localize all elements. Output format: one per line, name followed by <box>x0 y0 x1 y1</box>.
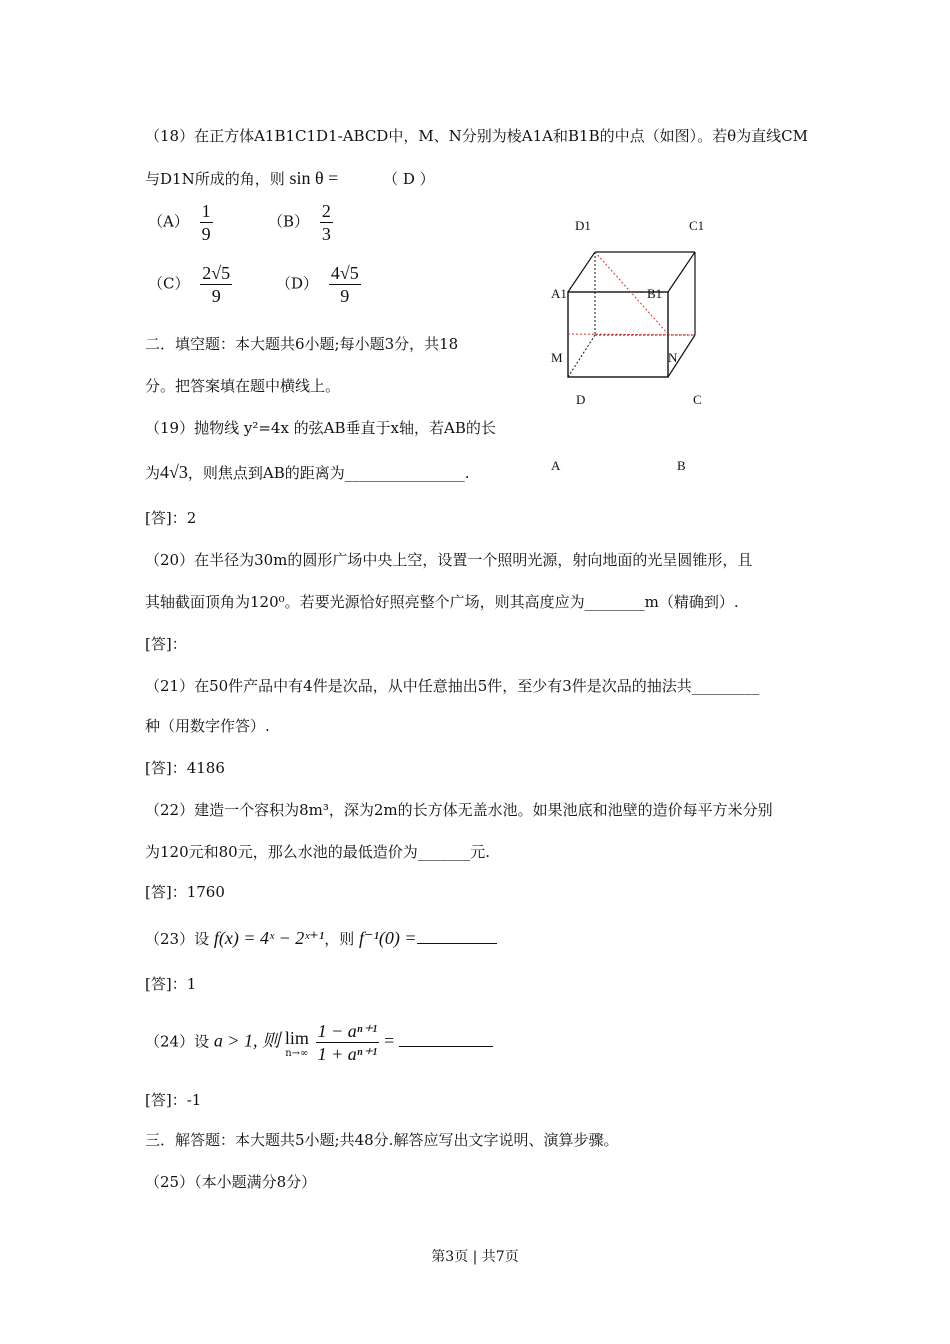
frac-num: 2√5 <box>202 263 231 283</box>
q24-pre: （24）设 <box>145 1032 210 1051</box>
option-label: （B） <box>268 212 310 231</box>
q18-option-c <box>148 262 232 307</box>
label-d1: D1 <box>575 218 591 233</box>
q24-eq: = <box>384 1030 395 1051</box>
label-c: C <box>693 392 702 407</box>
q19-answer: [答]：2 <box>145 509 197 527</box>
frac-den: 9 <box>201 224 211 244</box>
label-b: B <box>677 458 686 473</box>
q20-answer: [答]： <box>145 635 187 653</box>
q23-line <box>145 928 497 949</box>
option-fraction <box>329 262 361 307</box>
q23-pre: （23）设 <box>145 930 210 948</box>
label-n: N <box>668 350 678 365</box>
label-a: A <box>551 458 561 473</box>
section2-line2: 分。把答案填在题中横线上。 <box>145 377 341 395</box>
q24-line <box>145 1020 493 1065</box>
frac-den: 9 <box>211 286 221 306</box>
section3: 三．解答题：本大题共5小题;共48分.解答应写出文字说明、演算步骤。 <box>145 1131 619 1149</box>
q23-blank <box>417 929 497 944</box>
q19-pre: 为 <box>145 464 161 482</box>
q21-line2: 种（用数字作答）. <box>145 717 270 735</box>
q18-line1: （18）在正方体A1B1C1D1-ABCD中，M、N分别为棱A1A和B1B的中点（如图）。若θ为直线CM <box>145 127 808 145</box>
option-label: （C） <box>148 274 190 293</box>
page-footer: 第3页 | 共7页 <box>431 1249 519 1265</box>
q18-expr: sin θ = <box>289 168 339 188</box>
q19-line2 <box>145 462 470 483</box>
q24-lim <box>285 1027 309 1059</box>
q23-expr: f(x) = 4ˣ − 2ˣ⁺¹ <box>213 928 325 948</box>
frac-num: 4√5 <box>330 263 359 283</box>
q22-answer: [答]：1760 <box>145 883 225 901</box>
frac-num: 1 − aⁿ⁺¹ <box>317 1021 378 1041</box>
option-label: （A） <box>148 212 189 231</box>
q21-line1: （21）在50件产品中有4件是次品，从中任意抽出5件，至少有3件是次品的抽法共_________ <box>145 677 760 695</box>
q23-mid: ，则 <box>324 930 355 948</box>
q18-text: 与D1N所成的角，则 <box>145 170 285 188</box>
label-c1: C1 <box>689 218 705 233</box>
section2-line1: 二．填空题：本大题共6小题;每小题3分，共18 <box>145 335 459 353</box>
q18-option-b <box>268 200 333 245</box>
q20-line2: 其轴截面顶角为120⁰。若要光源恰好照亮整个广场，则其高度应为________m（精确到）. <box>145 593 739 611</box>
q24-blank <box>399 1032 493 1047</box>
q22-line1: （22）建造一个容积为8m³，深为2m的长方体无盖水池。如果池底和池壁的造价每平方米分别 <box>145 801 773 819</box>
q18-line2 <box>145 168 435 189</box>
frac-den: 1 + aⁿ⁺¹ <box>317 1044 378 1064</box>
frac-num: 2 <box>321 201 331 221</box>
q19-post: ，则焦点到AB的距离为________________. <box>187 464 470 482</box>
q23-answer: [答]：1 <box>145 975 197 993</box>
q19-math: 4√3 <box>160 462 188 482</box>
q21-answer: [答]：4186 <box>145 759 225 777</box>
q18-option-d <box>276 262 361 307</box>
edge-b1c1 <box>668 252 695 292</box>
frac-den: 9 <box>340 286 350 306</box>
cube-figure <box>540 210 730 480</box>
label-b1: B1 <box>647 286 663 301</box>
frac-den: 3 <box>321 224 331 244</box>
q18-answer: （ D ） <box>383 170 435 188</box>
label-a1: A1 <box>551 286 567 301</box>
q19-line1: （19）抛物线 y²=4x 的弦AB垂直于x轴，若AB的长 <box>145 419 496 437</box>
q23-expr2: f⁻¹(0) = <box>359 928 417 948</box>
edge-ad-hidden <box>568 335 595 377</box>
q25: （25）（本小题满分8分） <box>145 1173 317 1191</box>
lim-sub: n→∞ <box>285 1047 309 1059</box>
q20-line1: （20）在半径为30m的圆形广场中央上空，设置一个照明光源，射向地面的光呈圆锥形，且 <box>145 551 753 569</box>
lim-text: lim <box>284 1027 309 1048</box>
q18-option-a <box>148 200 213 245</box>
q24-answer: [答]：-1 <box>145 1091 202 1109</box>
q24-cond: a > 1, 则 <box>213 1030 281 1051</box>
q24-fraction <box>316 1020 380 1065</box>
option-label: （D） <box>276 274 319 293</box>
option-fraction <box>320 200 333 245</box>
option-fraction <box>200 200 213 245</box>
q22-line2: 为120元和80元，那么水池的最低造价为_______元. <box>145 843 490 861</box>
edge-a1d1 <box>568 252 595 292</box>
option-fraction <box>200 262 232 307</box>
label-m: M <box>551 350 563 365</box>
label-d: D <box>576 392 586 407</box>
frac-num: 1 <box>201 201 211 221</box>
